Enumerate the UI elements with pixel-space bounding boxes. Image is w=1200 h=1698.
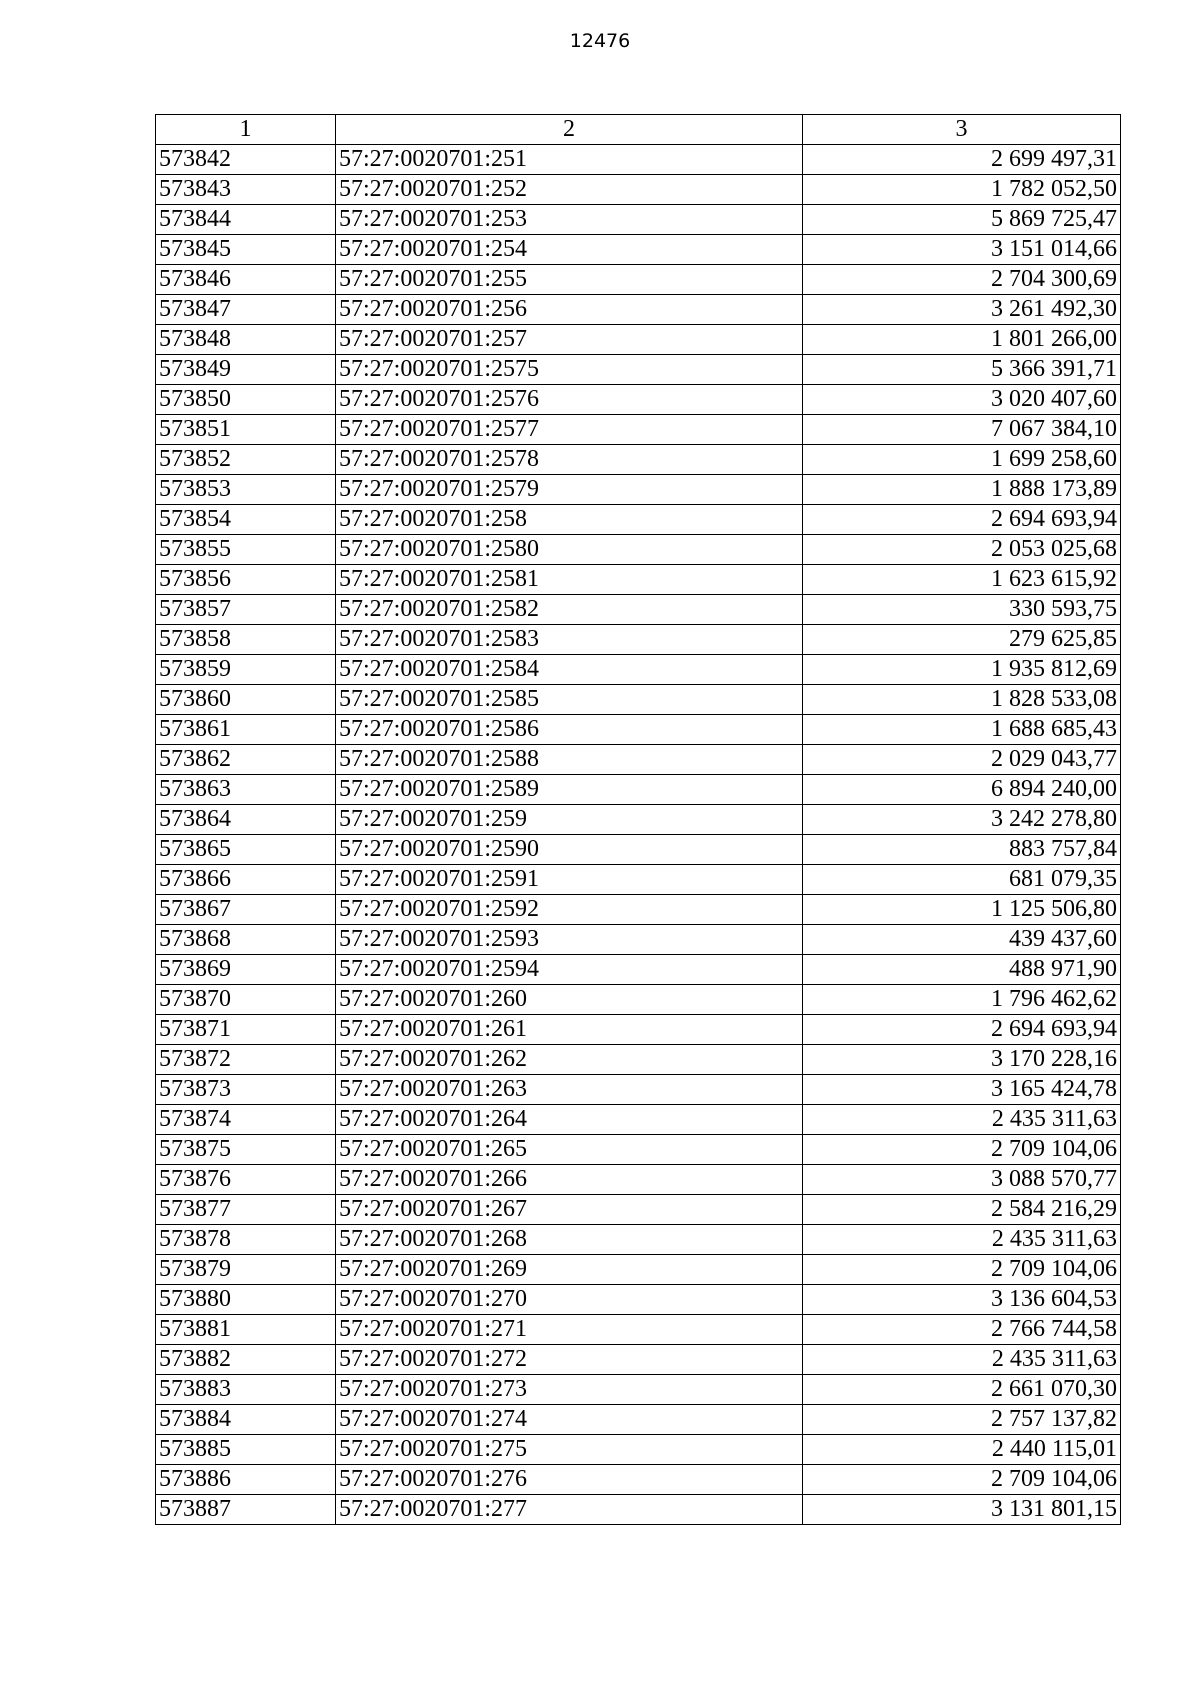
- table-header: [156, 115, 1121, 145]
- row-number-cell: 573858: [156, 625, 336, 655]
- value-cell: 3 151 014,66: [803, 235, 1121, 265]
- row-number-cell: 573876: [156, 1165, 336, 1195]
- cadastral-number-cell: 57:27:0020701:2592: [336, 895, 803, 925]
- cadastral-number-cell: 57:27:0020701:251: [336, 145, 803, 175]
- table-row: [156, 1435, 1121, 1465]
- header-row: [156, 115, 1121, 145]
- cadastral-number-cell: 57:27:0020701:259: [336, 805, 803, 835]
- row-number-cell: 573847: [156, 295, 336, 325]
- row-number-cell: 573863: [156, 775, 336, 805]
- value-cell: 2 661 070,30: [803, 1375, 1121, 1405]
- value-cell: 1 699 258,60: [803, 445, 1121, 475]
- table-row: [156, 1045, 1121, 1075]
- table-row: [156, 205, 1121, 235]
- row-number-cell: 573880: [156, 1285, 336, 1315]
- value-cell: 5 869 725,47: [803, 205, 1121, 235]
- value-cell: 2 435 311,63: [803, 1105, 1121, 1135]
- table-row: [156, 1405, 1121, 1435]
- table-row: [156, 295, 1121, 325]
- row-number-cell: 573878: [156, 1225, 336, 1255]
- row-number-cell: 573870: [156, 985, 336, 1015]
- cadastral-number-cell: 57:27:0020701:263: [336, 1075, 803, 1105]
- cadastral-number-cell: 57:27:0020701:258: [336, 505, 803, 535]
- value-cell: 2 704 300,69: [803, 265, 1121, 295]
- cadastral-number-cell: 57:27:0020701:260: [336, 985, 803, 1015]
- cadastral-number-cell: 57:27:0020701:271: [336, 1315, 803, 1345]
- value-cell: 2 053 025,68: [803, 535, 1121, 565]
- row-number-cell: 573868: [156, 925, 336, 955]
- cadastral-number-cell: 57:27:0020701:262: [336, 1045, 803, 1075]
- table-row: [156, 985, 1121, 1015]
- value-cell: 2 435 311,63: [803, 1225, 1121, 1255]
- table-row: [156, 865, 1121, 895]
- value-cell: 3 261 492,30: [803, 295, 1121, 325]
- table-row: [156, 685, 1121, 715]
- table-row: [156, 565, 1121, 595]
- table-row: [156, 175, 1121, 205]
- cadastral-number-cell: 57:27:0020701:2591: [336, 865, 803, 895]
- row-number-cell: 573866: [156, 865, 336, 895]
- value-cell: 2 699 497,31: [803, 145, 1121, 175]
- value-cell: 1 828 533,08: [803, 685, 1121, 715]
- value-cell: 3 131 801,15: [803, 1495, 1121, 1525]
- row-number-cell: 573883: [156, 1375, 336, 1405]
- cadastral-number-cell: 57:27:0020701:2580: [336, 535, 803, 565]
- table-row: [156, 385, 1121, 415]
- table-row: [156, 1285, 1121, 1315]
- row-number-cell: 573862: [156, 745, 336, 775]
- value-cell: 3 088 570,77: [803, 1165, 1121, 1195]
- cadastral-number-cell: 57:27:0020701:2579: [336, 475, 803, 505]
- table-row: [156, 535, 1121, 565]
- table-row: [156, 745, 1121, 775]
- cadastral-number-cell: 57:27:0020701:275: [336, 1435, 803, 1465]
- row-number-cell: 573850: [156, 385, 336, 415]
- row-number-cell: 573882: [156, 1345, 336, 1375]
- cadastral-number-cell: 57:27:0020701:267: [336, 1195, 803, 1225]
- column-header-3: 3: [803, 115, 1121, 145]
- row-number-cell: 573855: [156, 535, 336, 565]
- table-row: [156, 655, 1121, 685]
- row-number-cell: 573874: [156, 1105, 336, 1135]
- table-row: [156, 1315, 1121, 1345]
- cadastral-number-cell: 57:27:0020701:2583: [336, 625, 803, 655]
- cadastral-number-cell: 57:27:0020701:2577: [336, 415, 803, 445]
- value-cell: 5 366 391,71: [803, 355, 1121, 385]
- row-number-cell: 573851: [156, 415, 336, 445]
- table-row: [156, 1465, 1121, 1495]
- cadastral-number-cell: 57:27:0020701:252: [336, 175, 803, 205]
- table-row: [156, 145, 1121, 175]
- column-header-1: 1: [156, 115, 336, 145]
- row-number-cell: 573856: [156, 565, 336, 595]
- table-row: [156, 1345, 1121, 1375]
- value-cell: 3 170 228,16: [803, 1045, 1121, 1075]
- table-row: [156, 1375, 1121, 1405]
- cadastral-number-cell: 57:27:0020701:2584: [336, 655, 803, 685]
- cadastral-number-cell: 57:27:0020701:268: [336, 1225, 803, 1255]
- table-row: [156, 1495, 1121, 1525]
- value-cell: 2 584 216,29: [803, 1195, 1121, 1225]
- cadastral-number-cell: 57:27:0020701:2578: [336, 445, 803, 475]
- value-cell: 2 709 104,06: [803, 1255, 1121, 1285]
- value-cell: 279 625,85: [803, 625, 1121, 655]
- row-number-cell: 573843: [156, 175, 336, 205]
- cadastral-number-cell: 57:27:0020701:272: [336, 1345, 803, 1375]
- table-row: [156, 1105, 1121, 1135]
- table-row: [156, 505, 1121, 535]
- value-cell: 3 165 424,78: [803, 1075, 1121, 1105]
- value-cell: 3 242 278,80: [803, 805, 1121, 835]
- value-cell: 1 623 615,92: [803, 565, 1121, 595]
- cadastral-number-cell: 57:27:0020701:266: [336, 1165, 803, 1195]
- row-number-cell: 573887: [156, 1495, 336, 1525]
- table-row: [156, 625, 1121, 655]
- value-cell: 3 136 604,53: [803, 1285, 1121, 1315]
- table-row: [156, 265, 1121, 295]
- value-cell: 1 796 462,62: [803, 985, 1121, 1015]
- cadastral-number-cell: 57:27:0020701:2585: [336, 685, 803, 715]
- table-row: [156, 775, 1121, 805]
- cadastral-number-cell: 57:27:0020701:274: [336, 1405, 803, 1435]
- cadastral-number-cell: 57:27:0020701:256: [336, 295, 803, 325]
- row-number-cell: 573865: [156, 835, 336, 865]
- value-cell: 2 766 744,58: [803, 1315, 1121, 1345]
- cadastral-number-cell: 57:27:0020701:2581: [336, 565, 803, 595]
- table-body: [156, 145, 1121, 1525]
- cadastral-number-cell: 57:27:0020701:2593: [336, 925, 803, 955]
- cadastral-number-cell: 57:27:0020701:2576: [336, 385, 803, 415]
- cadastral-number-cell: 57:27:0020701:254: [336, 235, 803, 265]
- value-cell: 488 971,90: [803, 955, 1121, 985]
- row-number-cell: 573879: [156, 1255, 336, 1285]
- cadastral-number-cell: 57:27:0020701:270: [336, 1285, 803, 1315]
- value-cell: 439 437,60: [803, 925, 1121, 955]
- cadastral-number-cell: 57:27:0020701:261: [336, 1015, 803, 1045]
- cadastral-number-cell: 57:27:0020701:269: [336, 1255, 803, 1285]
- cadastral-number-cell: 57:27:0020701:2586: [336, 715, 803, 745]
- table-row: [156, 355, 1121, 385]
- row-number-cell: 573860: [156, 685, 336, 715]
- column-header-2: 2: [336, 115, 803, 145]
- value-cell: 1 888 173,89: [803, 475, 1121, 505]
- table-row: [156, 1015, 1121, 1045]
- row-number-cell: 573852: [156, 445, 336, 475]
- cadastral-number-cell: 57:27:0020701:2590: [336, 835, 803, 865]
- value-cell: 6 894 240,00: [803, 775, 1121, 805]
- table-row: [156, 1195, 1121, 1225]
- table-row: [156, 415, 1121, 445]
- cadastral-number-cell: 57:27:0020701:276: [336, 1465, 803, 1495]
- value-cell: 2 694 693,94: [803, 505, 1121, 535]
- cadastral-number-cell: 57:27:0020701:264: [336, 1105, 803, 1135]
- table-row: [156, 445, 1121, 475]
- row-number-cell: 573884: [156, 1405, 336, 1435]
- value-cell: 2 440 115,01: [803, 1435, 1121, 1465]
- table-row: [156, 475, 1121, 505]
- row-number-cell: 573848: [156, 325, 336, 355]
- row-number-cell: 573857: [156, 595, 336, 625]
- table-row: [156, 805, 1121, 835]
- cadastral-number-cell: 57:27:0020701:257: [336, 325, 803, 355]
- value-cell: 2 709 104,06: [803, 1465, 1121, 1495]
- table-row: [156, 835, 1121, 865]
- value-cell: 1 935 812,69: [803, 655, 1121, 685]
- table-row: [156, 1165, 1121, 1195]
- value-cell: 2 694 693,94: [803, 1015, 1121, 1045]
- value-cell: 7 067 384,10: [803, 415, 1121, 445]
- page-number: 12476: [569, 30, 631, 52]
- row-number-cell: 573877: [156, 1195, 336, 1225]
- row-number-cell: 573859: [156, 655, 336, 685]
- row-number-cell: 573872: [156, 1045, 336, 1075]
- row-number-cell: 573869: [156, 955, 336, 985]
- row-number-cell: 573875: [156, 1135, 336, 1165]
- table-row: [156, 1225, 1121, 1255]
- cadastral-number-cell: 57:27:0020701:2588: [336, 745, 803, 775]
- row-number-cell: 573846: [156, 265, 336, 295]
- row-number-cell: 573885: [156, 1435, 336, 1465]
- cadastral-number-cell: 57:27:0020701:277: [336, 1495, 803, 1525]
- value-cell: 2 757 137,82: [803, 1405, 1121, 1435]
- cadastral-number-cell: 57:27:0020701:2589: [336, 775, 803, 805]
- value-cell: 1 801 266,00: [803, 325, 1121, 355]
- table-row: [156, 235, 1121, 265]
- cadastral-number-cell: 57:27:0020701:273: [336, 1375, 803, 1405]
- row-number-cell: 573853: [156, 475, 336, 505]
- row-number-cell: 573881: [156, 1315, 336, 1345]
- cadastral-number-cell: 57:27:0020701:255: [336, 265, 803, 295]
- value-cell: 1 688 685,43: [803, 715, 1121, 745]
- row-number-cell: 573845: [156, 235, 336, 265]
- cadastral-number-cell: 57:27:0020701:253: [336, 205, 803, 235]
- value-cell: 330 593,75: [803, 595, 1121, 625]
- cadastral-number-cell: 57:27:0020701:2594: [336, 955, 803, 985]
- row-number-cell: 573873: [156, 1075, 336, 1105]
- value-cell: 883 757,84: [803, 835, 1121, 865]
- row-number-cell: 573886: [156, 1465, 336, 1495]
- table-row: [156, 895, 1121, 925]
- row-number-cell: 573854: [156, 505, 336, 535]
- table-row: [156, 1135, 1121, 1165]
- table-row: [156, 715, 1121, 745]
- row-number-cell: 573842: [156, 145, 336, 175]
- value-cell: 2 709 104,06: [803, 1135, 1121, 1165]
- row-number-cell: 573861: [156, 715, 336, 745]
- cadastral-number-cell: 57:27:0020701:2575: [336, 355, 803, 385]
- row-number-cell: 573864: [156, 805, 336, 835]
- table-row: [156, 595, 1121, 625]
- table-row: [156, 925, 1121, 955]
- row-number-cell: 573849: [156, 355, 336, 385]
- data-table: [155, 114, 1121, 1525]
- table-row: [156, 955, 1121, 985]
- table-row: [156, 325, 1121, 355]
- value-cell: 1 125 506,80: [803, 895, 1121, 925]
- table-row: [156, 1075, 1121, 1105]
- value-cell: 3 020 407,60: [803, 385, 1121, 415]
- value-cell: 681 079,35: [803, 865, 1121, 895]
- value-cell: 2 435 311,63: [803, 1345, 1121, 1375]
- cadastral-number-cell: 57:27:0020701:265: [336, 1135, 803, 1165]
- row-number-cell: 573867: [156, 895, 336, 925]
- value-cell: 2 029 043,77: [803, 745, 1121, 775]
- cadastral-number-cell: 57:27:0020701:2582: [336, 595, 803, 625]
- row-number-cell: 573871: [156, 1015, 336, 1045]
- row-number-cell: 573844: [156, 205, 336, 235]
- table-row: [156, 1255, 1121, 1285]
- value-cell: 1 782 052,50: [803, 175, 1121, 205]
